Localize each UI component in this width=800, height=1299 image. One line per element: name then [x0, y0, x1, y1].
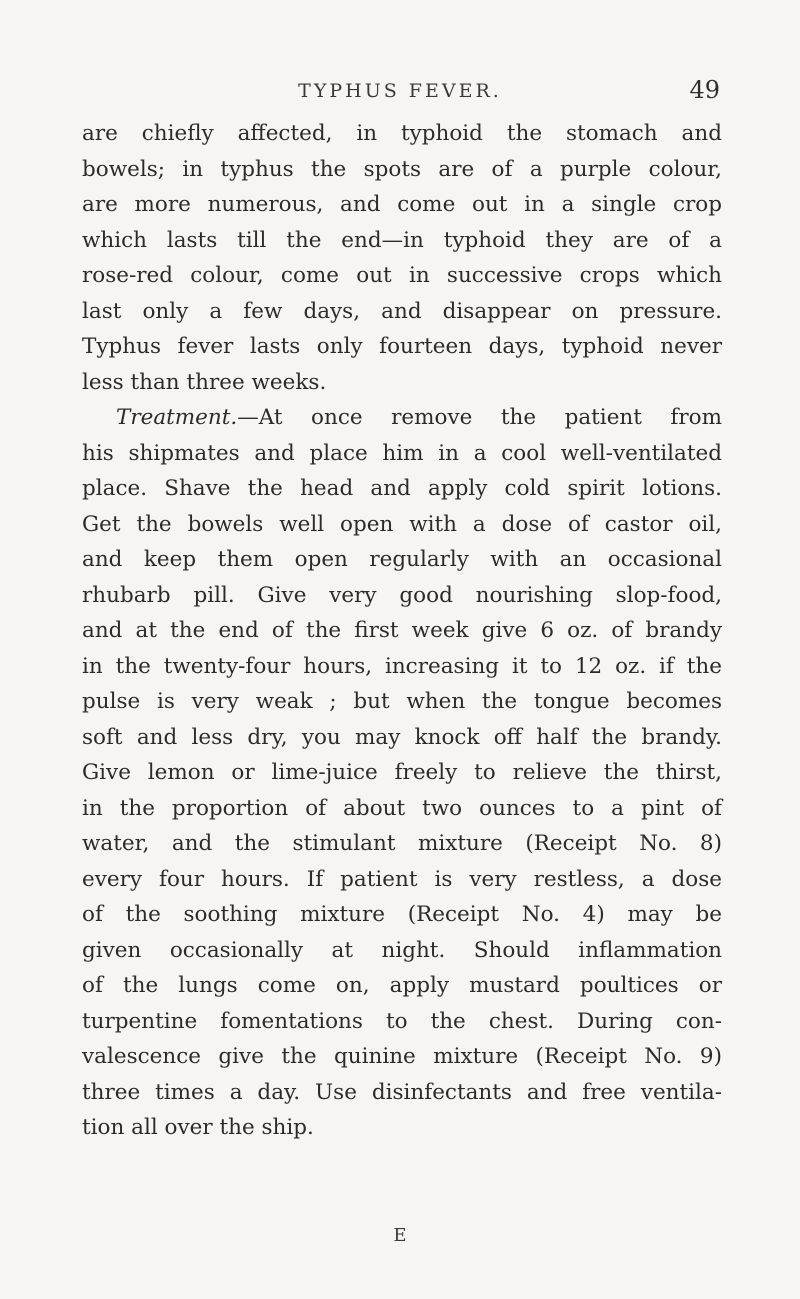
text-line: rose-red colour, come out in successive crops which — [82, 263, 722, 288]
text-line: which lasts till the end—in typhoid they are of a — [82, 227, 722, 253]
text-line: pulse is very weak ; but when the tongue becomes — [82, 689, 722, 714]
text-line: Give lemon or lime-juice freely to relieve the thirst, — [82, 760, 722, 785]
text-line: in the proportion of about two ounces to a pint of — [82, 795, 722, 821]
text-line: turpentine fomentations to the chest. During con- — [82, 1008, 722, 1034]
text-line: bowels; in typhus the spots are of a purple colour, — [82, 156, 722, 182]
page-number: 49 — [689, 76, 720, 104]
text-line: are more numerous, and come out in a single crop — [82, 192, 722, 217]
text-line: water, and the stimulant mixture (Receipt No. 8) — [82, 831, 722, 856]
text-line: every four hours. If patient is very restless, a dose — [82, 866, 722, 892]
text-line: in the twenty-four hours, increasing it to 12 oz. if the — [82, 653, 722, 679]
text-line: place. Shave the head and apply cold spirit lotions. — [82, 476, 722, 501]
treatment-first-line — [82, 400, 722, 436]
text-line: last only a few days, and disappear on pressure. — [82, 298, 722, 324]
text-line: tion all over the ship. — [82, 1115, 314, 1140]
body-text — [82, 116, 722, 1146]
text-line: and keep them open regularly with an occasional — [82, 547, 722, 572]
text-line: soft and less dry, you may knock off half the brandy. — [82, 724, 722, 750]
text-line: his shipmates and place him in a cool well-ventilated — [82, 440, 722, 466]
text-line: three times a day. Use disinfectants and free ventila- — [82, 1079, 722, 1105]
text-line: less than three weeks. — [82, 369, 327, 395]
text-line: Get the bowels well open with a dose of castor oil, — [82, 511, 722, 537]
text-line: given occasionally at night. Should inflammation — [82, 937, 722, 963]
running-head — [0, 76, 800, 108]
text-line: of the lungs come on, apply mustard poultices or — [82, 973, 722, 998]
signature-mark: E — [393, 1225, 407, 1246]
text-line: rhubarb pill. Give very good nourishing slop-food, — [82, 582, 722, 608]
text-line: of the soothing mixture (Receipt No. 4) may be — [82, 902, 722, 927]
text-run: —At once remove the patient from — [237, 405, 722, 430]
text-line: and at the end of the first week give 6 oz. of brandy — [82, 618, 722, 643]
running-title: TYPHUS FEVER. — [298, 80, 502, 102]
text-line: are chiefly affected, in typhoid the stomach and — [82, 121, 722, 146]
section-heading: Treatment. — [116, 405, 238, 430]
text-line: Typhus fever lasts only fourteen days, typhoid never — [82, 334, 722, 359]
text-line: valescence give the quinine mixture (Receipt No. 9) — [82, 1044, 722, 1069]
